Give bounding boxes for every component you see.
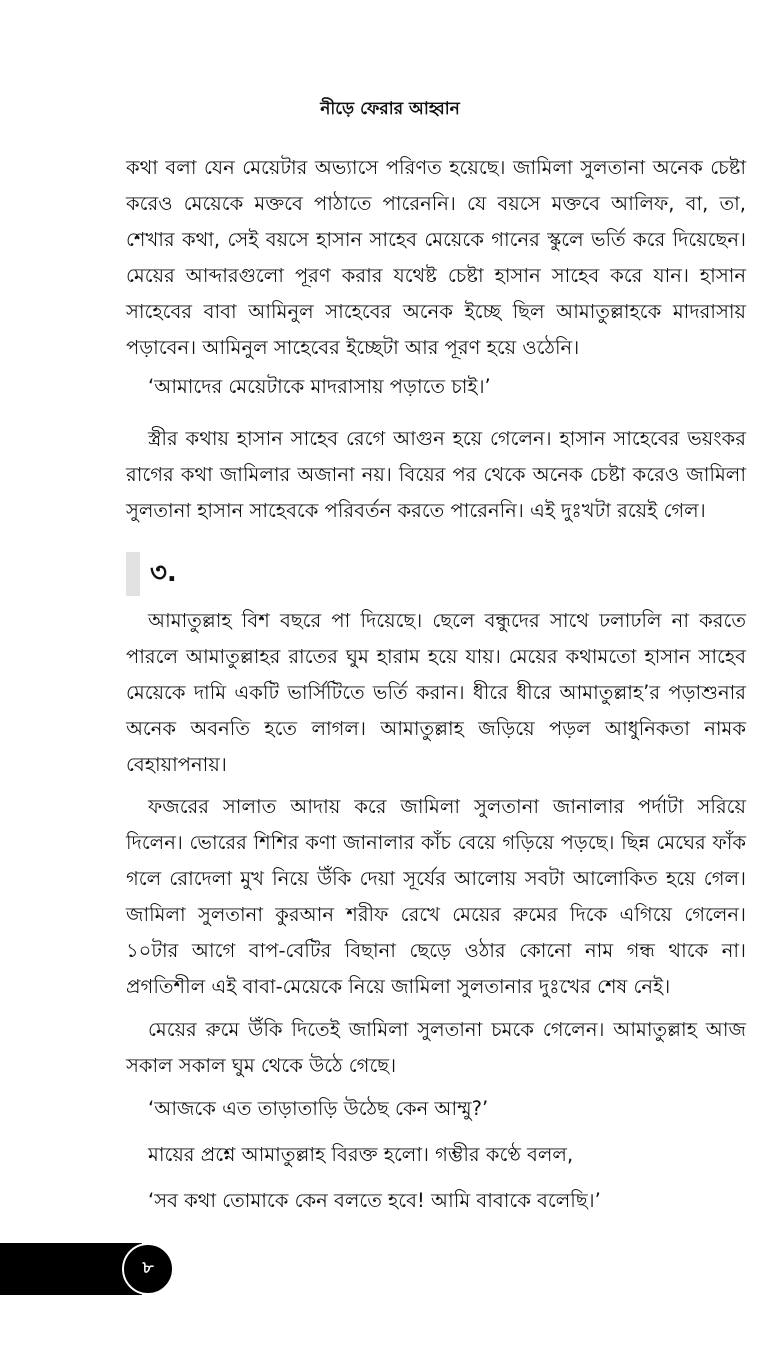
page-number: ৮	[142, 1258, 154, 1278]
narration-line	[126, 1137, 746, 1173]
paragraph-text: কথা বলা যেন মেয়েটার অভ্যাসে পরিণত হয়েছে। জামিলা সুলতানা অনেক চেষ্টা করেও মেয়েকে মক্তবে পাঠাতে পারেননি। যে বয়সে মক্তবে আলিফ, বা, তা, শেখার কথা, সেই বয়সে হাসান সাহেব মেয়েকে গানের স্কুলে ভর্তি করে দিয়েছেন। মেয়ের আব্দারগুলো পূরণ করার যথেষ্ট চেষ্টা হাসান সাহেব করে যান। হাসান সাহেবের বাবা আমিনুল সাহেবের অনেক ইচ্ছে ছিল আমাতুল্লাহকে মাদরাসায় পড়াবেন। আমিনুল সাহেবের ইচ্ছেটা আর পূরণ হয়ে ওঠেনি।	[126, 156, 746, 359]
dialogue-text: ‘সব কথা তোমাকে কেন বলতে হবে! আমি বাবাকে বলেছি।’	[148, 1189, 601, 1212]
dialogue-text: ‘আমাদের মেয়েটাকে মাদরাসায় পড়াতে চাই।’	[148, 375, 491, 398]
dialogue-line-3	[126, 1183, 746, 1219]
paragraph-text: মেয়ের রুমে উঁকি দিতেই জামিলা সুলতানা চমকে গেলেন। আমাতুল্লাহ আজ সকাল সকাল ঘুম থেকে উঠে গেছে।	[126, 1018, 746, 1077]
running-head-title: নীড়ে ফেরার আহ্বান	[320, 99, 460, 119]
paragraph-text: ফজরের সালাত আদায় করে জামিলা সুলতানা জানালার পর্দাটা সরিয়ে দিলেন। ভোরের শিশির কণা জানালার কাঁচ বেয়ে গড়িয়ে পড়ছে। ছিন্ন মেঘের ফাঁক গলে রোদেলা মুখ নিয়ে উঁকি দেয়া সূর্যের আলোয় সবটা আলোকিত হয়ে গেল। জামিলা সুলতানা কুরআন শরীফ রেখে মেয়ের রুমের দিকে এগিয়ে গেলেন। ১০টার আগে বাপ-বেটির বিছানা ছেড়ে ওঠার কোনো নাম গন্ধ থাকে না। প্রগতিশীল এই বাবা-মেয়েকে নিয়ে জামিলা সুলতানার দুঃখের শেষ নেই।	[126, 795, 746, 998]
dialogue-line-1	[126, 369, 746, 405]
page-number-badge	[122, 1243, 174, 1295]
dialogue-text: ‘আজকে এত তাড়াতাড়ি উঠেছ কেন আম্মু?’	[148, 1097, 489, 1120]
body-paragraph-1	[126, 150, 746, 366]
section-number: ৩.	[150, 558, 177, 588]
body-paragraph-5	[126, 1012, 746, 1084]
section-marker-bar	[126, 552, 140, 596]
section-heading	[126, 552, 177, 596]
footer-band	[0, 1243, 142, 1295]
paragraph-text: স্ত্রীর কথায় হাসান সাহেব রেগে আগুন হয়ে গেলেন। হাসান সাহেবের ভয়ংকর রাগের কথা জামিলার অজানা নয়। বিয়ের পর থেকে অনেক চেষ্টা করেও জামিলা সুলতানা হাসান সাহেবকে পরিবর্তন করতে পারেননি। এই দুঃখটা রয়েই গেল।	[126, 427, 746, 522]
body-paragraph-3	[126, 603, 746, 783]
paragraph-text: আমাতুল্লাহ বিশ বছরে পা দিয়েছে। ছেলে বন্ধুদের সাথে ঢলাঢলি না করতে পারলে আমাতুল্লাহর রাতের ঘুম হারাম হয়ে যায়। মেয়ের কথামতো হাসান সাহেব মেয়েকে দামি একটি ভার্সিটিতে ভর্তি করান। ধীরে ধীরে আমাতুল্লাহ’র পড়াশুনার অনেক অবনতি হতে লাগল। আমাতুল্লাহ জড়িয়ে পড়ল আধুনিকতা নামক বেহায়াপনায়।	[126, 609, 746, 776]
body-paragraph-2	[126, 421, 746, 529]
dialogue-line-2	[126, 1091, 746, 1127]
paragraph-text: মায়ের প্রশ্নে আমাতুল্লাহ বিরক্ত হলো। গম্ভীর কণ্ঠে বলল,	[148, 1143, 574, 1166]
body-paragraph-4	[126, 789, 746, 1005]
